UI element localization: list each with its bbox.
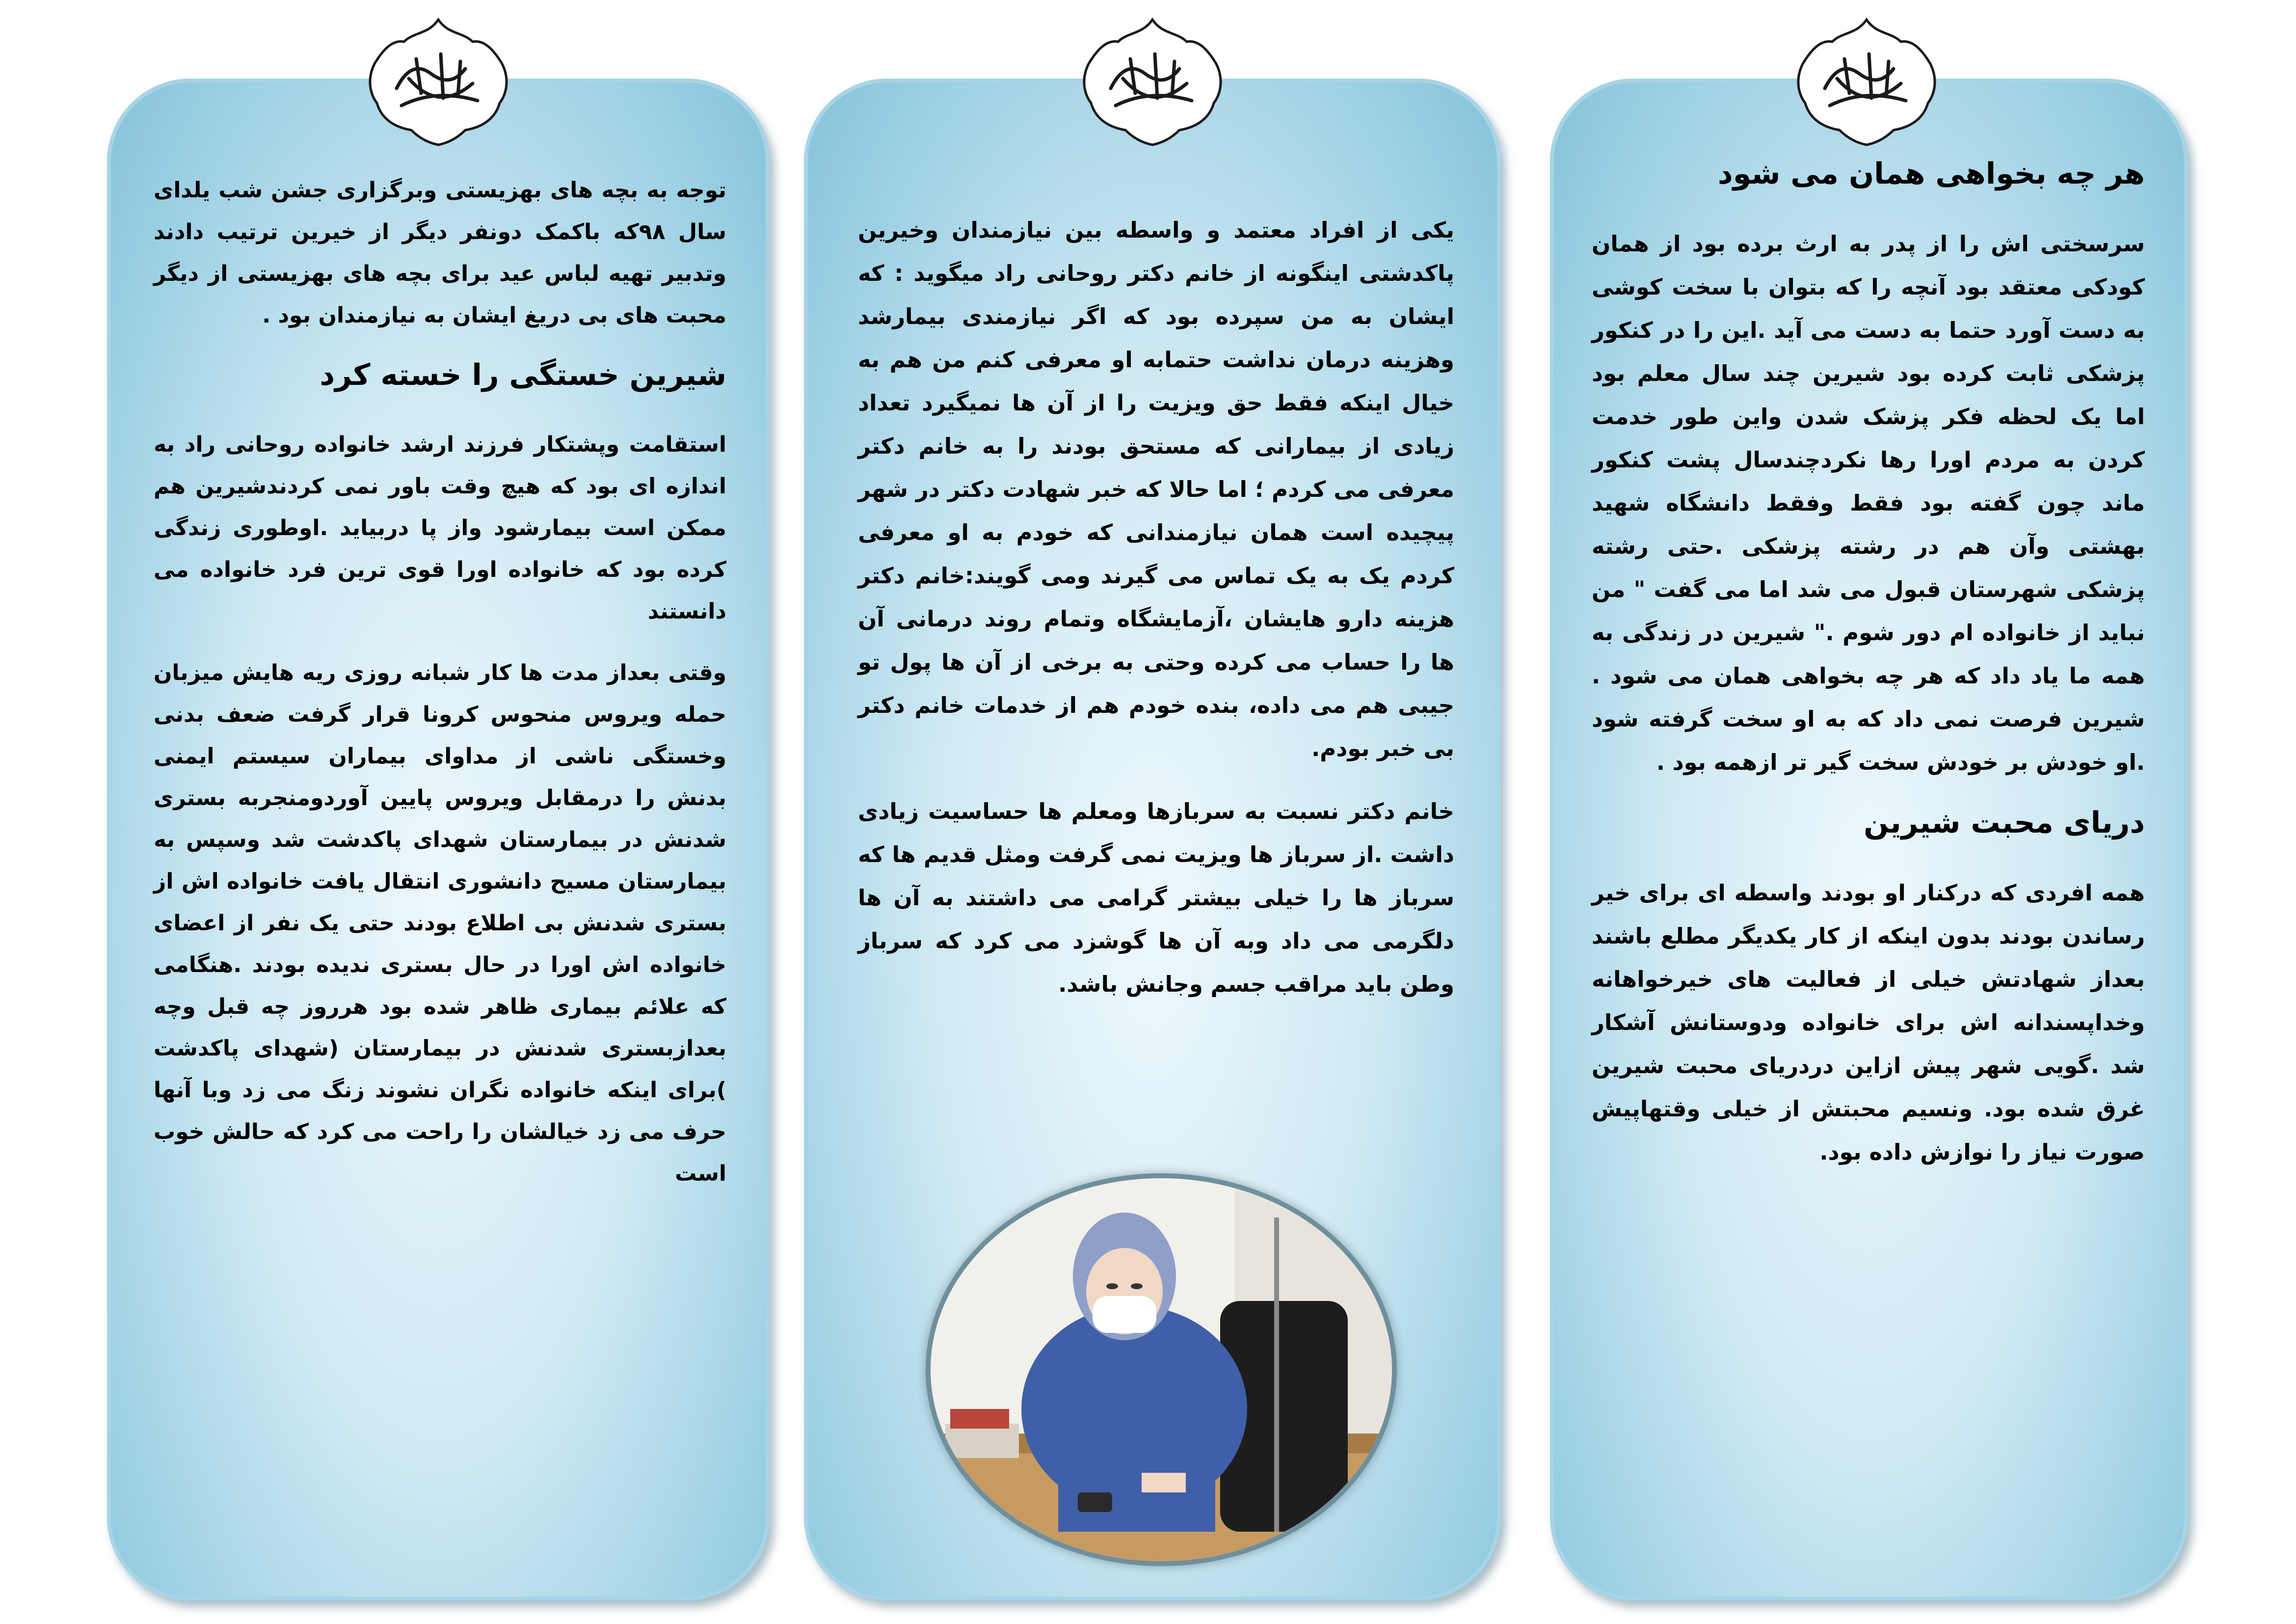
- calligraphy-seal-icon: [1076, 15, 1228, 147]
- left-paragraph-2: استقامت وپشتکار فرزند ارشد خانواده روحانی راد به اندازه ای بود که هیچ وقت باور نمی کردندشیرین هم ممکن است بیمارشود واز پا دربیاید .اوطوری زندگی کرده بود که خانواده اورا قوی ترین فرد خانواده می دانستند: [154, 432, 726, 624]
- middle-paragraph-2: خانم دکتر نسبت به سربازها ومعلم ها حساسیت زیادی داشت .از سرباز ها ویزیت نمی گرفت ومثل قدیم ها که سرباز ها را خیلی بیشتر گرامی می داشتند به آن ها دلگرمی می داد وبه آن ها گوشزد می کرد که سرباز وطن باید مراقب جسم وجانش باشد.: [858, 798, 1454, 997]
- left-paragraph-1: توجه به بچه های بهزیستی وبرگزاری جشن شب یلدای سال ۹۸که باکمک دونفر دیگر از خیرین ترتیب دادند وتدبیر تهیه لباس عید برای بچه های بهزیستی از دیگر محبت های بی دریغ ایشان به نیازمندان بود .: [154, 178, 726, 328]
- right-heading-1: هر چه بخواهی همان می شود: [1717, 157, 2145, 191]
- left-panel: [107, 79, 770, 1600]
- right-heading-2: دریای محبت شیرین: [1864, 806, 2145, 840]
- middle-panel: [804, 79, 1501, 1600]
- right-paragraph-2: همه افردی که درکنار او بودند واسطه ای برای خیر رساندن بودند بدون اینکه از کار یکدیگر مطلع باشند بعداز شهادتش خیلی از فعالیت های خیرخواهانه وخداپسندانه اش برای خانواده ودوستانش آشکار شد .گویی شهر پیش ازاین دردریای محبت شیرین غرق شده بود. ونسیم محبتش از خیلی وقتهاپیش صورت نیاز را نوازش داده بود.: [1592, 880, 2145, 1165]
- middle-paragraph-1: یکی از افراد معتمد و واسطه بین نیازمندان وخیرین پاکدشتی اینگونه از خانم دکتر روحانی راد میگوید : که ایشان به من سپرده بود که اگر نیازمندی بیمارشد وهزینه درمان نداشت حتمابه او معرفی کنم من هم به خیال اینکه فقط حق ویزیت را از آن ها نمیگیرد تعداد زیادی از بیمارانی که مستحق بودند را به خانم دکتر معرفی می کردم ؛ اما حالا که خبر شهادت دکتر در شهر پیچیده است همان نیازمندانی که خودم به او معرفی کردم یک به یک تماس می گیرند ومی گویند:خانم دکتر هزینه دارو هایشان ،آزمایشگاه وتمام روند درمانی آن ها را حساب می کرده وحتی به برخی از آن ها پول تو جیبی هم می داده، بنده خودم هم از خدمات خانم دکتر بی خبر بودم.: [858, 217, 1454, 761]
- left-panel-content: [107, 169, 770, 1527]
- doctor-portrait-image: [931, 1178, 1392, 1561]
- right-panel-content: [1550, 155, 2188, 1527]
- right-panel: [1550, 79, 2188, 1600]
- doctor-photo: [926, 1173, 1397, 1566]
- left-paragraph-3: وقتی بعداز مدت ها کار شبانه روزی ریه هایش میزبان حمله ویروس منحوس کرونا قرار گرفت ضعف بدنی وخستگی ناشی از مداوای بیماران سیستم ایمنی بدنش را درمقابل ویروس پایین آوردومنجربه بستری شدنش در بیمارستان شهدای پاکدشت شد وسپس به بیمارستان مسیح دانشوری انتقال یافت خانواده اش از بستری شدنش بی اطلاع بودند حتی یک نفر از اعضای خانواده اش اورا در حال بستری ندیده بودند .هنگامی که علائم بیماری ظاهر شده بود هرروز چه قبل وچه بعدازبستری شدنش در بیمارستان (شهدای پاکدشت )برای اینکه خانواده نگران نشوند زنگ می زد وبا آنها حرف می زد خیالشان را راحت می کرد که حالش خوب است: [154, 660, 726, 1186]
- calligraphy-seal-icon: [1790, 15, 1943, 147]
- left-heading: شیرین خستگی را خسته کرد: [320, 358, 726, 392]
- calligraphy-seal-icon: [362, 15, 514, 147]
- right-paragraph-1: سرسختی اش را از پدر به ارث برده بود از همان کودکی معتقد بود آنچه را که بتوان با سخت کوشی به دست آورد حتما به دست می آید .این را در کنکور پزشکی ثابت کرده بود شیرین چند سال معلم بود اما یک لحظه فکر پزشک شدن واین طور خدمت کردن به مردم اورا رها نکردچندسال پشت کنکور ماند چون گفته بود فقط وفقط دانشگاه شهید بهشتی وآن هم در رشته پزشکی .حتی رشته پزشکی شهرستان قبول می شد اما می گفت " من نباید از خانواده ام دور شوم ." شیرین در زندگی به همه ما یاد داد که هر چه بخواهی همان می شود . شیرین فرصت نمی داد که به او سخت گرفته شود .او خودش بر خودش سخت گیر تر ازهمه بود .: [1592, 231, 2145, 775]
